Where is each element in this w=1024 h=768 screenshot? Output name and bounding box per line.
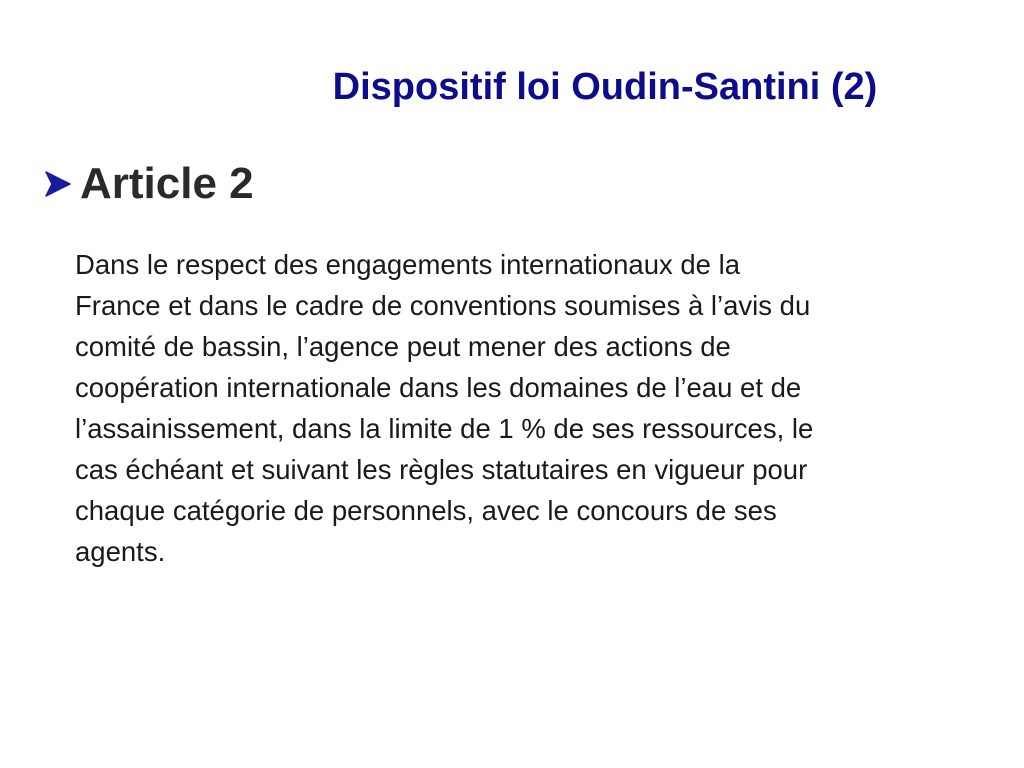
- article-heading-row: [40, 154, 254, 214]
- body-line: Dans le respect des engagements internationaux de la: [75, 249, 741, 280]
- body-line: cas échéant et suivant les règles statutaires en vigueur pour: [75, 454, 808, 485]
- article-heading: Article 2: [80, 159, 254, 208]
- body-line: chaque catégorie de personnels, avec le concours de ses: [75, 495, 777, 526]
- article-body: [75, 244, 1005, 572]
- arrow-bullet-icon: [40, 166, 76, 202]
- body-line: comité de bassin, l’agence peut mener des actions de: [75, 331, 731, 362]
- body-line: agents.: [75, 536, 166, 567]
- body-line: l’assainissement, dans la limite de 1 % de ses ressources, le: [75, 413, 814, 444]
- body-line: coopération internationale dans les domaines de l’eau et de: [75, 372, 802, 403]
- body-line: France et dans le cadre de conventions soumises à l’avis du: [75, 290, 811, 321]
- slide-title: Dispositif loi Oudin-Santini (2): [332, 66, 878, 108]
